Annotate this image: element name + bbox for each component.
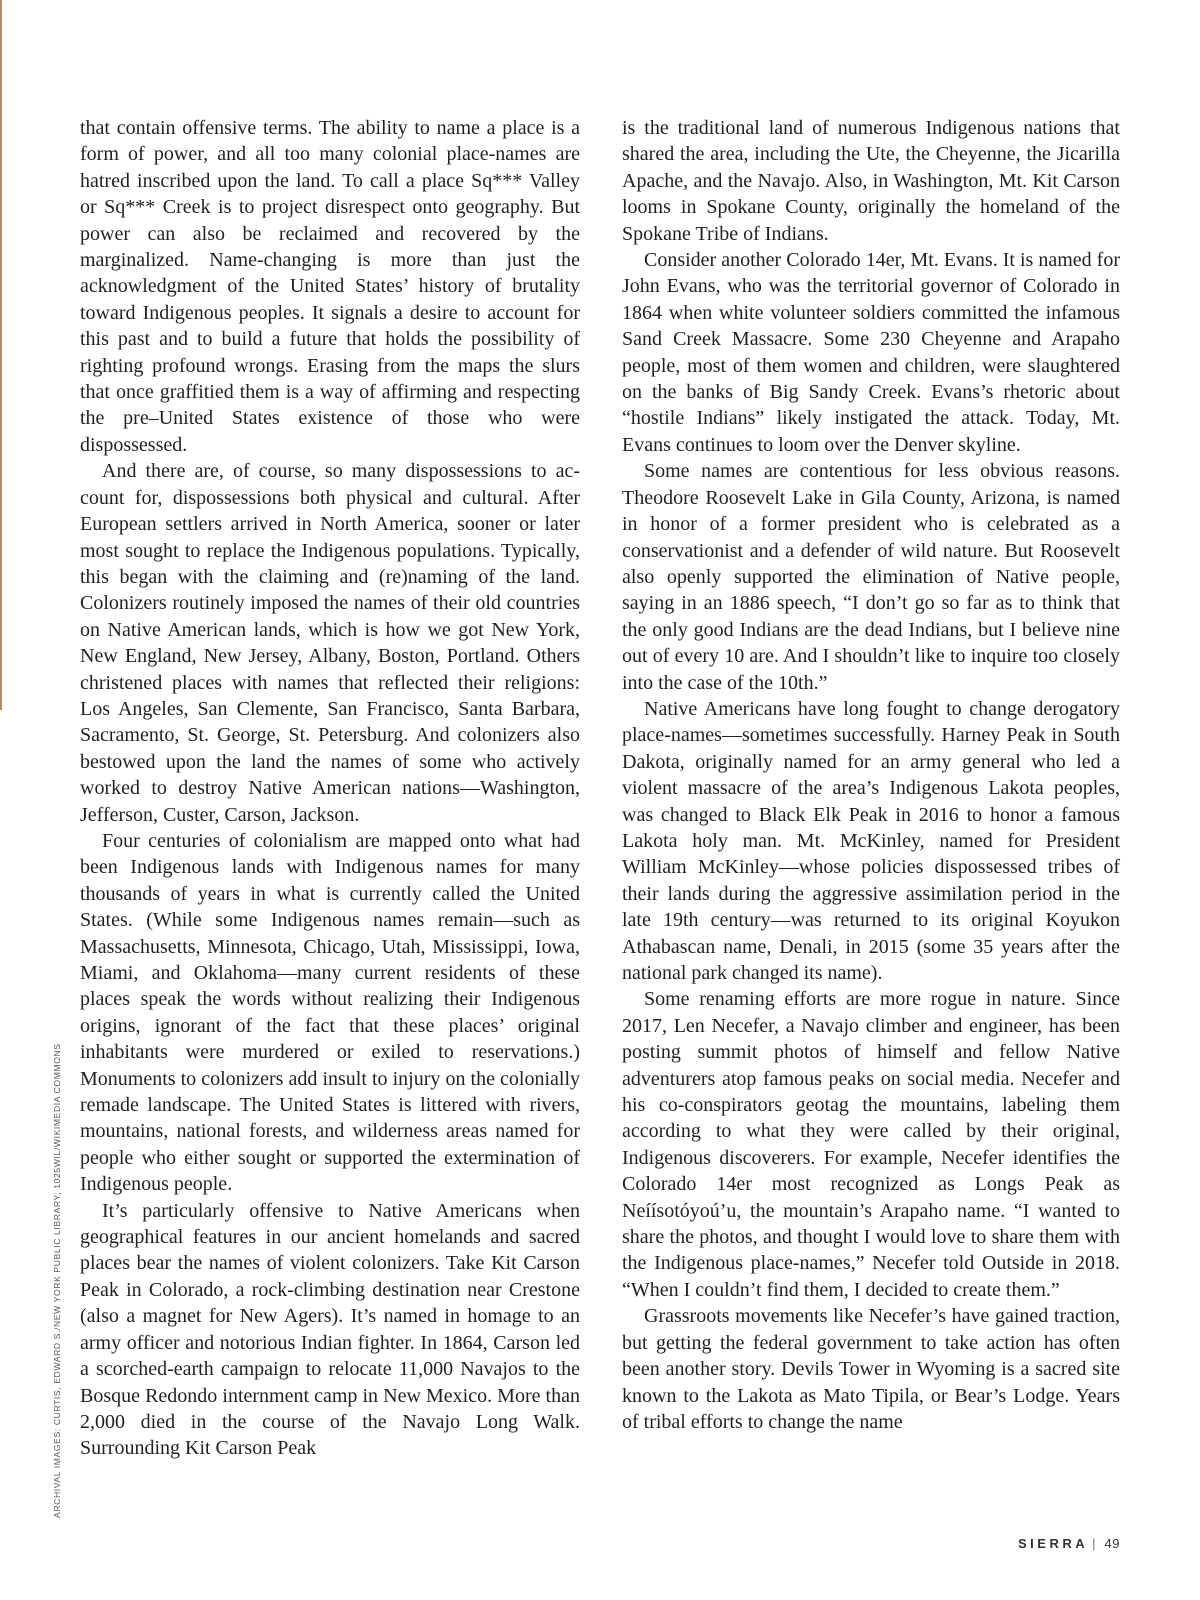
paragraph: It’s particularly offensive to Native Americans when geographical features in our ancient homelands and sacred places bear the names of violent colonizers. Take Kit Carson Peak in Colorado, a rock-climbing destination near Crestone (also a magnet for New Agers). It’s named in homage to an army officer and notorious Indian fighter. In 1864, Carson led a scorched-earth campaign to relocate 11,000 Navajos to the Bosque Redondo internment camp in New Mexico. More than 2,000 died in the course of the Navajo Long Walk. Surrounding Kit Carson Peak [80, 1199, 580, 1460]
paragraph: Four centuries of colonialism are mapped onto what had been Indigenous lands with Indigenous names for many thousands of years in what is currently called the United States. (While some Indigenous names remain—such as Massachusetts, Minnesota, Chicago, Utah, Mississippi, Iowa, Miami, and Oklahoma—many current residents of these places speak the words without realizing their Indigenous origins, ignorant of the fact that these places’ original inhabitants were murdered or exiled to reservations.) Monuments to colonizers add insult to injury on the colonially remade landscape. The United States is littered with rivers, mountains, national forests, and wilderness areas named for people who either sought or supported the extermination of Indigenous people. [80, 829, 580, 1196]
photo-credit: ARCHIVAL IMAGES: CURTIS, EDWARD S./NEW YORK PUBLIC LIBRARY; 1025WIL/WIKIMEDIA COMMONS [52, 1043, 62, 1518]
paragraph: Native Americans have long fought to change derogatory place-names—sometimes successfully. Harney Peak in South Dakota, originally named for an army general who led a violent massacre of the area’s Indigenous Lakota peoples, was changed to Black Elk Peak in 2016 to honor a famous Lakota holy man. Mt. McKinley, named for President William McKinley—whose policies dispossessed tribes of their lands during the aggressive assimilation period in the late 19th century—was returned to its original Koyukon Athabascan name, Denali, in 2015 (some 35 years after the national park changed its name). [622, 697, 1120, 984]
magazine-name: SIERRA [1018, 1536, 1089, 1551]
left-column [80, 115, 580, 1462]
page-footer [1018, 1536, 1120, 1551]
paragraph: Consider another Colorado 14er, Mt. Evans. It is named for John Evans, who was the territorial governor of Colorado in 1864 when white volunteer soldiers committed the infamous Sand Creek Massacre. Some 230 Cheyenne and Arapaho people, most of them women and children, were slaughtered on the banks of Big Sandy Creek. Evans’s rhetoric about “hostile Indians” likely instigated the attack. Today, Mt. Evans continues to loom over the Denver skyline. [622, 249, 1120, 456]
right-column [622, 115, 1120, 1435]
paragraph: Some renaming efforts are more rogue in nature. Since 2017, Len Necefer, a Navajo climber and engineer, has been posting summit photos of himself and fellow Native adventurers atop famous peaks on social media. Necefer and his co-conspirators geotag the mountains, labeling them according to what they were called by their original, Indigenous discoverers. For example, Necefer identifies the Colorado 14er most recognized as Longs Peak as Neíísotóyoú’u, the mountain’s Arapaho name. “I wanted to share the photos, and thought I would love to share them with the Indigenous place-names,” Necefer told Outside in 2018. “When I couldn’t find them, I decided to create them.” [622, 988, 1120, 1301]
paragraph: that contain offensive terms. The ability to name a place is a form of power, and all too many colonial place-names are hatred inscribed upon the land. To call a place Sq*** Valley or Sq*** Creek is to project disrespect onto geography. But power can also be reclaimed and recovered by the marginalized. Name-changing is more than just the acknowledgment of the United States’ history of brutality toward Indigenous peoples. It signals a desire to account for this past and to build a future that holds the possibility of righting profound wrongs. Erasing from the maps the slurs that once graffitied them is a way of affirming and respecting the pre–United States existence of those who were dispossessed. [80, 117, 580, 456]
paragraph: Some names are contentious for less obvious reasons. Theodore Roosevelt Lake in Gila County, Arizona, is named in honor of a former president who is celebrated as a conservationist and a defender of wild nature. But Roosevelt also openly supported the elimination of Native people, saying in an 1886 speech, “I don’t go so far as to think that the only good Indians are the dead Indians, but I believe nine out of every 10 are. And I shouldn’t like to inquire too closely into the case of the 10th.” [622, 460, 1120, 694]
footer-separator: | [1092, 1536, 1096, 1551]
paragraph: And there are, of course, so many dispossessions to account for, dispossessions both physical and cultural. After European settlers arrived in North America, sooner or later most sought to replace the Indigenous populations. Typically, this began with the claiming and (re)naming of the land. Colonizers routinely imposed the names of their old countries on Native American lands, which is how we got New York, New England, New Jersey, Albany, Boston, Portland. Others christened places with names that reflected their religions: Los Angeles, San Clemente, San Francisco, Santa Barbara, Sacramento, St. George, St. Petersburg. And colonizers also bestowed upon the land the names of some who actively worked to destroy Native American nations—Washington, Jefferson, Custer, Carson, Jackson. [80, 460, 580, 826]
paragraph: Grassroots movements like Necefer’s have gained traction, but getting the federal government to take action has often been another story. Devils Tower in Wyoming is a sacred site known to the Lakota as Mato Tipila, or Bear’s Lodge. Years of tribal efforts to change the name [622, 1305, 1120, 1433]
page-edge-strip [0, 0, 2, 710]
page-number: 49 [1104, 1536, 1120, 1551]
paragraph: is the traditional land of numerous Indigenous nations that shared the area, including the Ute, the Cheyenne, the Jicarilla Apache, and the Navajo. Also, in Washington, Mt. Kit Carson looms in Spokane County, originally the homeland of the Spokane Tribe of Indians. [622, 117, 1120, 245]
